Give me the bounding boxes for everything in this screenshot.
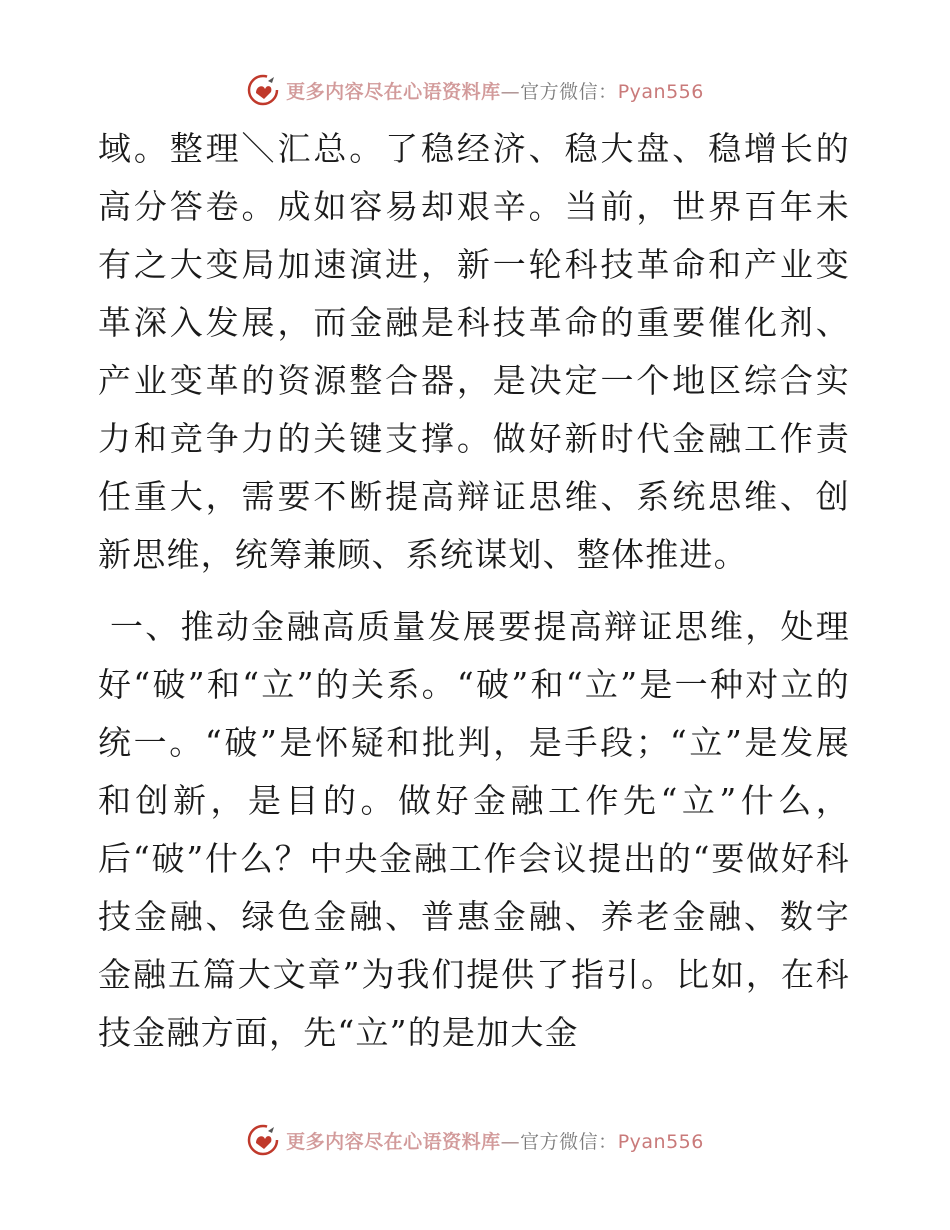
watermark-label: 官方微信： <box>520 80 618 103</box>
heart-pen-logo-icon <box>246 73 280 107</box>
watermark-wechat-id: Pyan556 <box>617 1130 704 1153</box>
watermark-separator: — <box>500 1130 521 1153</box>
heart-pen-logo-icon <box>246 1123 280 1157</box>
paragraph-2: 一、推动金融高质量发展要提高辩证思维，处理好“破”和“立”的关系。“破”和“立”是一种对立的统一。“破”是怀疑和批判，是手段；“立”是发展和创新，是目的。做好金融工作先“立”什么，后“破”什么？中央金融工作会议提出的“要做好科技金融、绿色金融、普惠金融、养老金融、数字金融五篇大文章”为我们提供了指引。比如，在科技金融方面，先“立”的是加大金 <box>98 607 850 1052</box>
document-body <box>98 120 850 1062</box>
watermark-text <box>286 77 704 104</box>
watermark-wechat-id: Pyan556 <box>617 80 704 103</box>
watermark-site-text: 更多内容尽在心语资料库 <box>286 1130 501 1153</box>
footer-watermark <box>0 1120 950 1160</box>
watermark-separator: — <box>500 80 521 103</box>
watermark-text <box>286 1127 704 1154</box>
paragraph-1: 域。整理＼汇总。了稳经济、稳大盘、稳增长的高分答卷。成如容易却艰辛。当前，世界百年未有之大变局加速演进，新一轮科技革命和产业变革深入发展，而金融是科技革命的重要催化剂、产业变革的资源整合器，是决定一个地区综合实力和竞争力的关键支撑。做好新时代金融工作责任重大，需要不断提高辩证思维、系统思维、创新思维，统筹兼顾、系统谋划、整体推进。 <box>98 129 850 574</box>
watermark-site-text: 更多内容尽在心语资料库 <box>286 80 501 103</box>
header-watermark <box>0 70 950 110</box>
watermark-label: 官方微信： <box>520 1130 618 1153</box>
